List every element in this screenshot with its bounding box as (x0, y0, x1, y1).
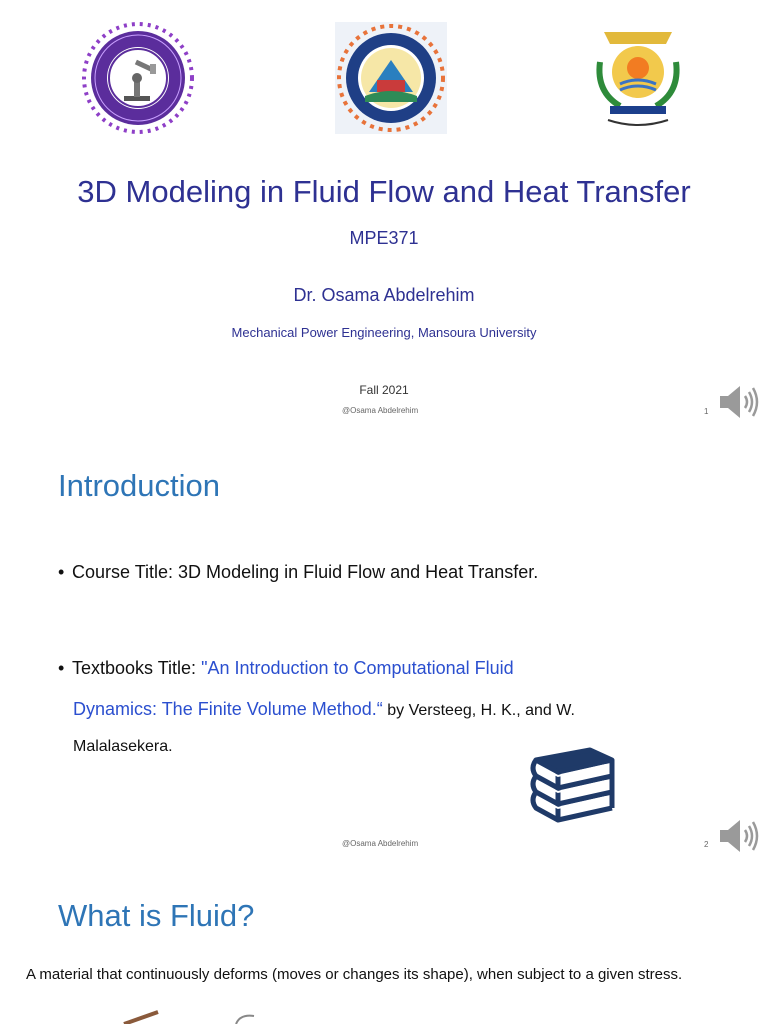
slide-heading: Introduction (58, 468, 220, 503)
textbook-authors-continued: Malalasekera. (73, 738, 173, 755)
textbook-title-line2: Dynamics: The Finite Volume Method.“ (73, 699, 383, 719)
mansoura-university-logo (590, 22, 686, 136)
textbook-authors: by Versteeg, H. K., and W. (382, 702, 575, 719)
bullet-course-title (58, 562, 538, 583)
bullet-label: Course Title: (72, 562, 179, 582)
speaker-icon[interactable] (716, 816, 760, 856)
page-number: 2 (704, 840, 709, 849)
bullet-dot: • (58, 562, 65, 582)
bullet-textbook-title (58, 658, 514, 679)
page-number: 1 (704, 407, 709, 416)
what-is-fluid-slide (0, 864, 768, 1024)
slide-footer: @Osama Abdelrehim (342, 406, 419, 415)
slide-footer: @Osama Abdelrehim (342, 839, 419, 848)
books-icon (528, 746, 618, 828)
mechatronics-program-logo (80, 20, 196, 136)
bullet-label: Textbooks Title: (72, 658, 202, 678)
textbook-title-continued (73, 699, 575, 720)
title-slide (0, 0, 768, 432)
textbook-title-line1: "An Introduction to Computational Fluid (201, 658, 514, 678)
presentation-title: 3D Modeling in Fluid Flow and Heat Transfer (77, 174, 691, 209)
bullet-value: 3D Modeling in Fluid Flow and Heat Transfer. (178, 562, 539, 582)
course-code: MPE371 (349, 228, 419, 248)
bullet-dot: • (58, 658, 65, 678)
author-affiliation: Mechanical Power Engineering, Mansoura University (231, 325, 537, 340)
speaker-icon[interactable] (716, 382, 760, 422)
slide-heading: What is Fluid? (58, 898, 255, 933)
author-name: Dr. Osama Abdelrehim (293, 285, 475, 305)
fluid-definition: A material that continuously deforms (moves or changes its shape), when subject to a given stress. (26, 966, 683, 983)
introduction-slide (0, 432, 768, 864)
faculty-of-engineering-logo (333, 20, 449, 136)
fluid-illustration (118, 1010, 268, 1024)
semester-label: Fall 2021 (359, 383, 409, 397)
